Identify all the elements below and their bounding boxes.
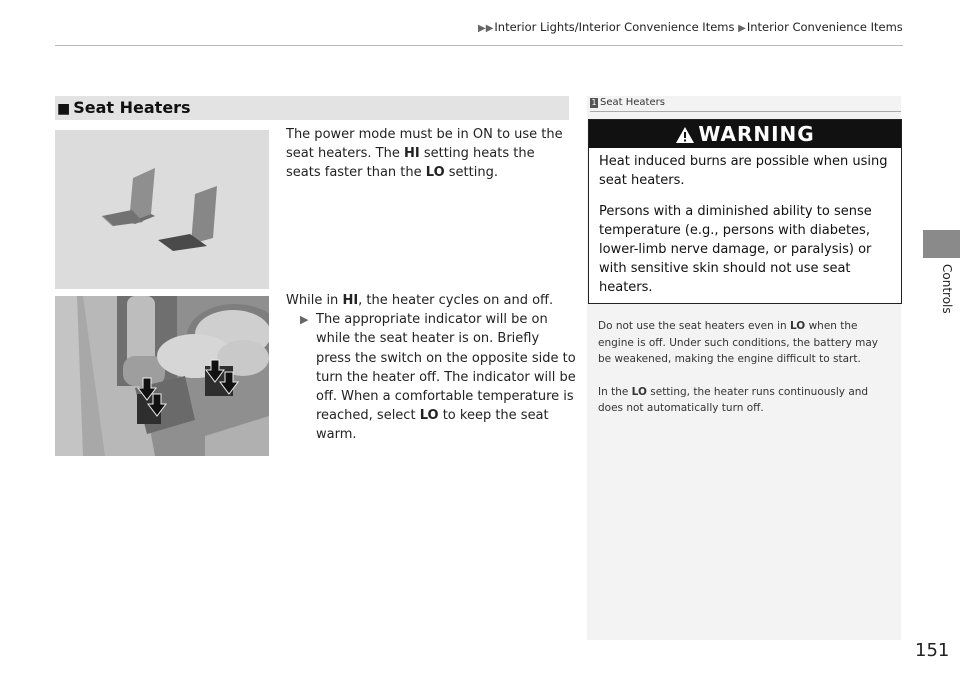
section-title xyxy=(57,98,191,117)
warning-box xyxy=(588,119,902,304)
hi-setting-label: HI xyxy=(342,293,359,308)
hi-mode-text-a: While in xyxy=(286,293,343,308)
breadcrumb-part-2[interactable]: Interior Convenience Items xyxy=(746,20,903,34)
lo-setting-label: LO xyxy=(425,165,445,181)
side-note-body xyxy=(598,318,894,433)
warning-triangle-icon xyxy=(675,126,695,144)
hi-mode-text-b: , the heater cycles on and off. xyxy=(358,293,554,308)
note-paragraph-2 xyxy=(598,384,894,417)
warning-title: WARNING xyxy=(698,122,815,146)
breadcrumb xyxy=(478,20,903,34)
indicator-subnote xyxy=(286,310,576,444)
side-note-divider xyxy=(590,111,901,112)
note-1-text-a: Do not use the seat heaters even in xyxy=(598,320,790,332)
warning-text xyxy=(599,152,889,309)
note-2-text-b: setting, the heater runs continuously and does not automatically turn off. xyxy=(598,385,869,414)
chapter-label: Controls xyxy=(940,264,954,314)
note-paragraph-1 xyxy=(598,318,894,368)
side-note-header xyxy=(590,97,665,108)
note-2-text-a: In the xyxy=(598,385,632,398)
warning-paragraph-1: Heat induced burns are possible when using seat heaters. xyxy=(599,154,888,188)
hi-mode-paragraph xyxy=(286,291,576,445)
intro-text-c: setting. xyxy=(444,165,498,181)
header-divider xyxy=(55,45,903,46)
intro-text-a: The power mode must be in ON to use the seat heaters. The xyxy=(286,127,563,162)
seat-heater-illustration xyxy=(55,130,269,289)
lo-setting-label: LO xyxy=(789,320,806,332)
chapter-tab xyxy=(923,230,960,258)
lo-setting-label: LO xyxy=(419,408,439,424)
subnote-arrow-icon: ▶ xyxy=(300,313,309,327)
section-title-text: Seat Heaters xyxy=(73,98,191,117)
warning-header xyxy=(589,120,901,148)
subnote-text-a: The appropriate indicator will be on while the seat heater is on. Briefly press the switch on the opposite side to turn the heater off. The indicator will be off. When a comfortable temperature is reached, select xyxy=(316,312,576,424)
square-bullet-icon: ■ xyxy=(57,101,71,117)
note-1-text-b: when the engine is off. Under such conditions, the battery may be weakened, making the engine difficult to start. xyxy=(598,320,879,365)
note-number-badge: 1 xyxy=(591,98,597,107)
breadcrumb-arrow-icon: ▶▶ xyxy=(478,23,494,34)
intro-paragraph xyxy=(286,125,571,183)
lo-setting-label: LO xyxy=(631,385,647,398)
seat-heater-switch-photo xyxy=(55,296,269,456)
breadcrumb-arrow-icon: ▶ xyxy=(738,23,746,34)
side-note-title: Seat Heaters xyxy=(600,97,665,108)
intro-text-b: setting heats the seats faster than the xyxy=(286,146,535,181)
hi-setting-label: HI xyxy=(403,146,420,162)
section-heading-bar xyxy=(55,96,569,120)
breadcrumb-part-1[interactable]: Interior Lights/Interior Convenience Items xyxy=(494,20,735,34)
warning-paragraph-2: Persons with a diminished ability to sense temperature (e.g., persons with diabetes, lower-limb nerve damage, or paralysis) or with sensitive skin should not use seat heaters. xyxy=(599,204,872,295)
page-number: 151 xyxy=(915,640,950,661)
subnote-text-b: to keep the seat warm. xyxy=(316,408,549,443)
